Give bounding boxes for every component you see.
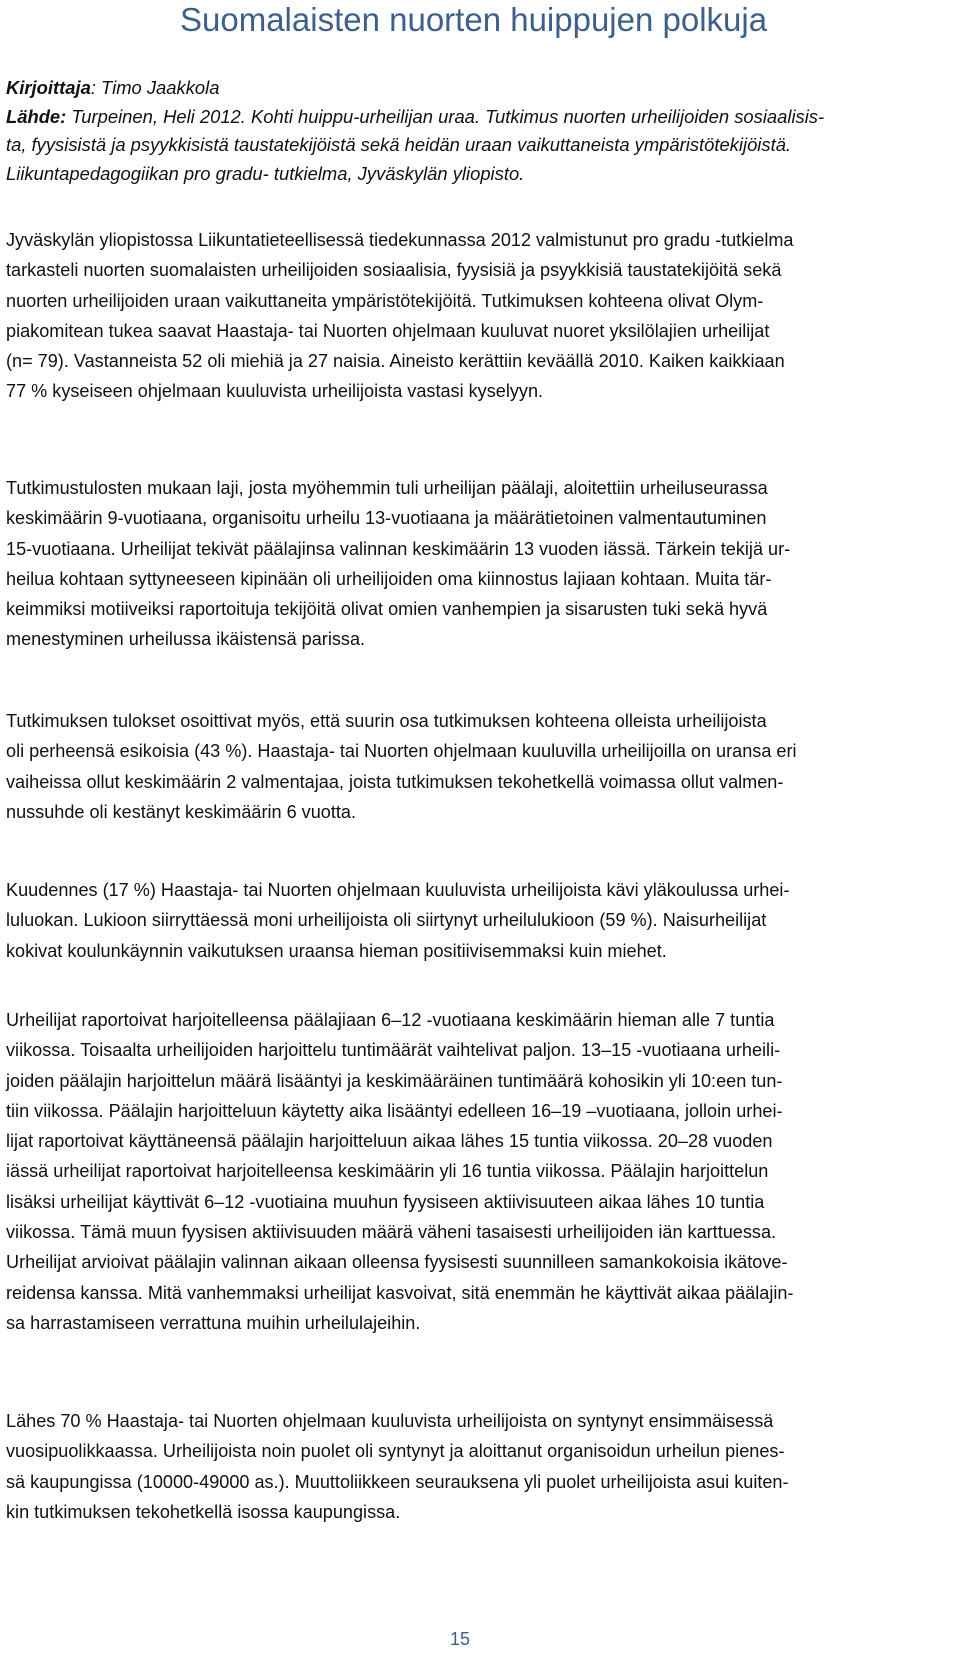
text-line: nussuhde oli kestänyt keskimäärin 6 vuotta. [6,801,357,822]
source-line [6,103,946,132]
text-line: viikossa. Tämä muun fyysisen aktiivisuuden määrä väheni tasaisesti urheilijoiden iän karttuessa. [6,1222,777,1243]
author-line [6,74,946,103]
source-text: Turpeinen, Heli 2012. Kohti huippu-urheilijan uraa. Tutkimus nuorten urheilijoiden sosiaalisis- [66,105,825,127]
paragraph [6,1005,956,1338]
text-line: Tutkimuksen tulokset osoittivat myös, että suurin osa tutkimuksen kohteena olleista urheilijoista [6,711,767,731]
text-line: reidensa kanssa. Mitä vanhemmaksi urheilijat kasvoivat, sitä enemmän he käyttivät aikaa päälajin- [6,1282,794,1303]
text-line: Kuudennes (17 %) Haastaja- tai Nuorten ohjelmaan kuuluvista urheilijoista kävi yläkoulussa urhei- [6,880,790,900]
text-line: piakomitean tukea saavat Haastaja- tai Nuorten ohjelmaan kuuluvat nuoret yksilölajien urheilijat [6,320,770,341]
text-line: keskimäärin 9-vuotiaana, organisoitu urheilu 13-vuotiaana ja määrätietoinen valmentautuminen [6,508,767,529]
paragraph [6,706,956,827]
text-line: kokivat koulunkäynnin vaikutuksen uraansa hieman positiivisemmaksi kuin miehet. [6,940,667,961]
author-label: Kirjoittaja [6,77,91,98]
text-line: Tutkimustulosten mukaan laji, josta myöhemmin tuli urheilijan päälaji, aloitettiin urheiluseurassa [6,478,768,498]
paragraph [6,225,956,407]
page-number: 15 [449,1629,471,1649]
paragraph [6,875,956,966]
text-line: oli perheensä esikoisia (43 %). Haastaja- tai Nuorten ohjelmaan kuuluvilla urheilijoilla on uransa eri [6,741,797,762]
text-line: iässä urheilijat raportoivat harjoitelleensa keskimäärin yli 16 tuntia viikossa. Päälajin harjoittelun [6,1161,769,1182]
text-line: lisäksi urheilijat käyttivät 6–12 -vuotiaina muuhun fyysiseen aktiivisuuteen aikaa lähes 10 tuntia [6,1191,765,1212]
text-line: heilua kohtaan syttyneeseen kipinään oli urheilijoiden oma kiinnostus lajiaan kohtaan. Muita tär- [6,568,772,589]
text-line: Lähes 70 % Haastaja- tai Nuorten ohjelmaan kuuluvista urheilijoista on syntynyt ensimmäisessä [6,1411,774,1431]
text-line: Urheilijat arvioivat päälajin valinnan aikaan olleensa fyysisesti suunnilleen samankokoisia ikätove- [6,1252,788,1273]
text-line: tarkasteli nuorten suomalaisten urheilijoiden sosiaalisia, fyysisiä ja psyykkisiä taustatekijöitä sekä [6,260,782,281]
text-line: vuosipuolikkaassa. Urheilijoista noin puolet oli syntynyt ja aloittanut organisoidun urheilun pienes- [6,1441,785,1462]
text-line: (n= 79). Vastanneista 52 oli miehiä ja 27 naisia. Aineisto kerättiin keväällä 2010. Kaiken kaikkiaan [6,351,785,372]
text-line: lijat raportoivat käyttäneensä päälajin harjoitteluun aikaa lähes 15 tuntia viikossa. 20–28 vuoden [6,1131,773,1152]
text-line: viikossa. Toisaalta urheilijoiden harjoittelu tuntimäärät vaihtelivat paljon. 13–15 -vuotiaana urheili- [6,1040,781,1061]
text-line: luluokan. Lukioon siirryttäessä moni urheilijoista oli siirtynyt urheilulukioon (59 %). Naisurheilijat [6,910,767,931]
text-line: vaiheissa ollut keskimäärin 2 valmentajaa, joista tutkimuksen tekohetkellä voimassa ollut valmen- [6,771,784,792]
text-line: Jyväskylän yliopistossa Liikuntatieteellisessä tiedekunnassa 2012 valmistunut pro gradu -tutkielma [6,230,794,250]
paragraph [6,473,956,655]
text-line: joiden päälajin harjoittelun määrä lisääntyi ja keskimääräinen tuntimäärä kohosikin yli 10:een tun- [6,1070,783,1091]
text-line: 15-vuotiaana. Urheilijat tekivät päälajinsa valinnan keskimäärin 13 vuoden iässä. Tärkein tekijä ur- [6,538,791,559]
text-line: sa harrastamiseen verrattuna muihin urheilulajeihin. [6,1312,421,1333]
author-value: : Timo Jaakkola [90,77,220,98]
source-text: ta, fyysisistä ja psyykkisistä taustatekijöistä sekä heidän uraan vaikuttaneista ympäristötekijöistä. [6,134,792,156]
text-line: 77 % kyseiseen ohjelmaan kuuluvista urheilijoista vastasi kyselyyn. [6,381,544,402]
text-line: keimmiksi motiiveiksi raportoituja tekijöitä olivat omien vanhempien ja sisarusten tuki sekä hyvä [6,599,768,620]
text-line: kin tutkimuksen tekohetkellä isossa kaupungissa. [6,1501,401,1522]
article-metadata [6,74,946,188]
page-title: Suomalaisten nuorten huippujen polkuja [180,1,768,38]
text-line: tiin viikossa. Päälajin harjoitteluun käytetty aika lisääntyi edelleen 16–19 –vuotiaana, jolloin urhei- [6,1100,783,1121]
paragraph [6,1406,956,1527]
text-line: nuorten urheilijoiden uraan vaikuttaneita ympäristötekijöitä. Tutkimuksen kohteena olivat Olym- [6,290,764,311]
text-line: Urheilijat raportoivat harjoitelleensa päälajiaan 6–12 -vuotiaana keskimäärin hieman alle 7 tuntia [6,1010,775,1030]
text-line: sä kaupungissa (10000-49000 as.). Muuttoliikkeen seurauksena yli puolet urheilijoista asui kuiten- [6,1471,789,1492]
source-text: Liikuntapedagogiikan pro gradu- tutkielma, Jyväskylän yliopisto. [6,162,525,184]
source-label: Lähde: [6,105,67,127]
text-line: menestyminen urheilussa ikäistensä parissa. [6,629,366,650]
